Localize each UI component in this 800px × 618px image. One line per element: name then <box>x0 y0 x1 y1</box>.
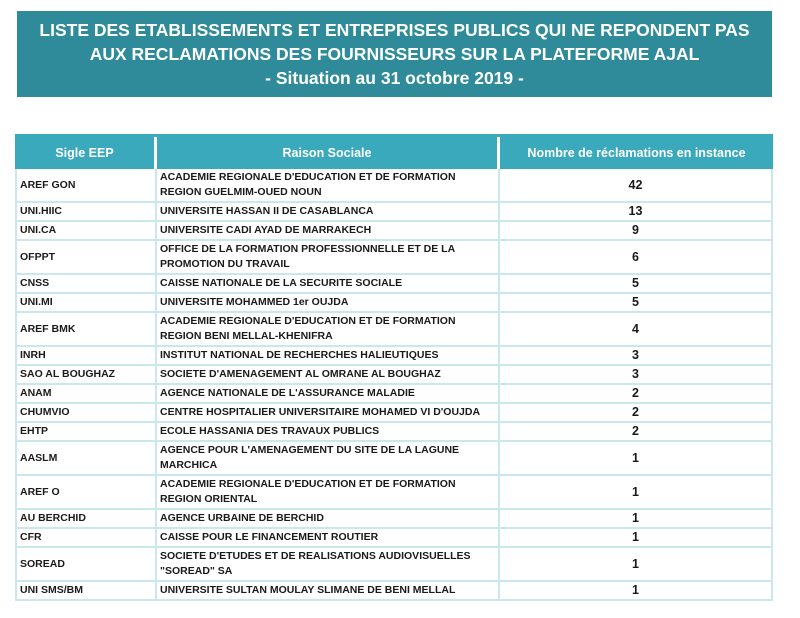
cell-sigle: AREF GON <box>15 169 157 203</box>
cell-nombre: 1 <box>500 582 773 601</box>
raison-line-2: "SOREAD" SA <box>160 565 233 577</box>
raison-line-2: REGION BENI MELLAL-KHENIFRA <box>160 330 333 342</box>
cell-sigle: EHTP <box>15 423 157 442</box>
cell-raison-sociale <box>157 476 500 510</box>
cell-raison-sociale <box>157 169 500 203</box>
cell-sigle: AU BERCHID <box>15 510 157 529</box>
table-row <box>15 347 773 366</box>
raison-line-1: UNIVERSITE MOHAMMED 1er OUJDA <box>160 296 349 308</box>
raison-line-1: ACADEMIE REGIONALE D'EDUCATION ET DE FORMATION <box>160 171 456 183</box>
cell-sigle: SOREAD <box>15 548 157 582</box>
table-row <box>15 241 773 275</box>
cell-sigle: OFPPT <box>15 241 157 275</box>
raison-line-2: REGION GUELMIM-OUED NOUN <box>160 186 322 198</box>
table-row <box>15 385 773 404</box>
table-row <box>15 442 773 476</box>
raison-line-1: ACADEMIE REGIONALE D'EDUCATION ET DE FORMATION <box>160 478 456 490</box>
raison-line-1: CENTRE HOSPITALIER UNIVERSITAIRE MOHAMED VI D'OUJDA <box>160 406 481 418</box>
raison-line-1: ECOLE HASSANIA DES TRAVAUX PUBLICS <box>160 425 380 437</box>
raison-line-1: UNIVERSITE HASSAN II DE CASABLANCA <box>160 205 374 217</box>
title-line-2: AUX RECLAMATIONS DES FOURNISSEURS SUR LA PLATEFORME AJAL <box>89 44 700 64</box>
table-header-row <box>15 137 773 169</box>
raison-line-1: OFFICE DE LA FORMATION PROFESSIONNELLE ET DE LA <box>160 243 456 255</box>
table-row <box>15 203 773 222</box>
cell-raison-sociale <box>157 404 500 423</box>
cell-nombre: 4 <box>500 313 773 347</box>
header-nombre: Nombre de réclamations en instance <box>500 137 773 169</box>
cell-nombre: 42 <box>500 169 773 203</box>
raison-line-1: CAISSE POUR LE FINANCEMENT ROUTIER <box>160 531 379 543</box>
raison-line-1: SOCIETE D'ETUDES ET DE REALISATIONS AUDIOVISUELLES <box>160 550 471 562</box>
raison-line-1: UNIVERSITE SULTAN MOULAY SLIMANE DE BENI MELLAL <box>160 584 456 596</box>
cell-sigle: AREF O <box>15 476 157 510</box>
title-line-3: - Situation au 31 octobre 2019 - <box>265 68 524 88</box>
cell-nombre: 5 <box>500 294 773 313</box>
cell-nombre: 1 <box>500 476 773 510</box>
table-row <box>15 313 773 347</box>
cell-raison-sociale <box>157 442 500 476</box>
table-row <box>15 222 773 241</box>
cell-raison-sociale <box>157 222 500 241</box>
raison-line-1: CAISSE NATIONALE DE LA SECURITE SOCIALE <box>160 277 403 289</box>
cell-sigle: CNSS <box>15 275 157 294</box>
raison-line-1: SOCIETE D'AMENAGEMENT AL OMRANE AL BOUGHAZ <box>160 368 441 380</box>
table-row <box>15 275 773 294</box>
cell-raison-sociale <box>157 385 500 404</box>
cell-nombre: 9 <box>500 222 773 241</box>
table-row <box>15 529 773 548</box>
cell-sigle: UNI.MI <box>15 294 157 313</box>
eep-table-container <box>15 134 773 601</box>
cell-nombre: 6 <box>500 241 773 275</box>
cell-raison-sociale <box>157 510 500 529</box>
table-row <box>15 510 773 529</box>
raison-line-1: UNIVERSITE CADI AYAD DE MARRAKECH <box>160 224 372 236</box>
cell-nombre: 1 <box>500 529 773 548</box>
cell-sigle: UNI.CA <box>15 222 157 241</box>
cell-sigle: INRH <box>15 347 157 366</box>
cell-raison-sociale <box>157 423 500 442</box>
table-row <box>15 366 773 385</box>
cell-nombre: 2 <box>500 385 773 404</box>
cell-raison-sociale <box>157 529 500 548</box>
title-line-1: LISTE DES ETABLISSEMENTS ET ENTREPRISES PUBLICS QUI NE REPONDENT PAS <box>39 20 750 40</box>
cell-raison-sociale <box>157 241 500 275</box>
cell-sigle: CFR <box>15 529 157 548</box>
table-row <box>15 548 773 582</box>
cell-sigle: UNI.HIIC <box>15 203 157 222</box>
cell-nombre: 2 <box>500 404 773 423</box>
cell-nombre: 1 <box>500 510 773 529</box>
raison-line-1: AGENCE URBAINE DE BERCHID <box>160 512 324 524</box>
table-row <box>15 404 773 423</box>
raison-line-1: ACADEMIE REGIONALE D'EDUCATION ET DE FORMATION <box>160 315 456 327</box>
eep-table <box>15 137 773 601</box>
raison-line-2: PROMOTION DU TRAVAIL <box>160 258 290 270</box>
cell-raison-sociale <box>157 347 500 366</box>
cell-raison-sociale <box>157 548 500 582</box>
raison-line-2: REGION ORIENTAL <box>160 493 258 505</box>
raison-line-2: MARCHICA <box>160 459 218 471</box>
raison-line-1: INSTITUT NATIONAL DE RECHERCHES HALIEUTIQUES <box>160 349 439 361</box>
cell-raison-sociale <box>157 294 500 313</box>
raison-line-1: AGENCE NATIONALE DE L'ASSURANCE MALADIE <box>160 387 415 399</box>
cell-sigle: UNI SMS/BM <box>15 582 157 601</box>
cell-sigle: CHUMVIO <box>15 404 157 423</box>
table-body <box>15 169 773 601</box>
table-row <box>15 294 773 313</box>
cell-sigle: AASLM <box>15 442 157 476</box>
header-raison-sociale: Raison Sociale <box>157 137 500 169</box>
cell-nombre: 3 <box>500 366 773 385</box>
table-row <box>15 582 773 601</box>
cell-nombre: 13 <box>500 203 773 222</box>
header-sigle: Sigle EEP <box>15 137 157 169</box>
cell-nombre: 1 <box>500 548 773 582</box>
cell-sigle: AREF BMK <box>15 313 157 347</box>
raison-line-1: AGENCE POUR L'AMENAGEMENT DU SITE DE LA LAGUNE <box>160 444 460 456</box>
cell-raison-sociale <box>157 582 500 601</box>
cell-nombre: 5 <box>500 275 773 294</box>
title-banner <box>17 11 772 97</box>
cell-raison-sociale <box>157 203 500 222</box>
cell-nombre: 3 <box>500 347 773 366</box>
cell-raison-sociale <box>157 275 500 294</box>
cell-nombre: 1 <box>500 442 773 476</box>
cell-raison-sociale <box>157 366 500 385</box>
table-row <box>15 423 773 442</box>
cell-nombre: 2 <box>500 423 773 442</box>
table-row <box>15 476 773 510</box>
cell-raison-sociale <box>157 313 500 347</box>
cell-sigle: ANAM <box>15 385 157 404</box>
cell-sigle: SAO AL BOUGHAZ <box>15 366 157 385</box>
table-row <box>15 169 773 203</box>
